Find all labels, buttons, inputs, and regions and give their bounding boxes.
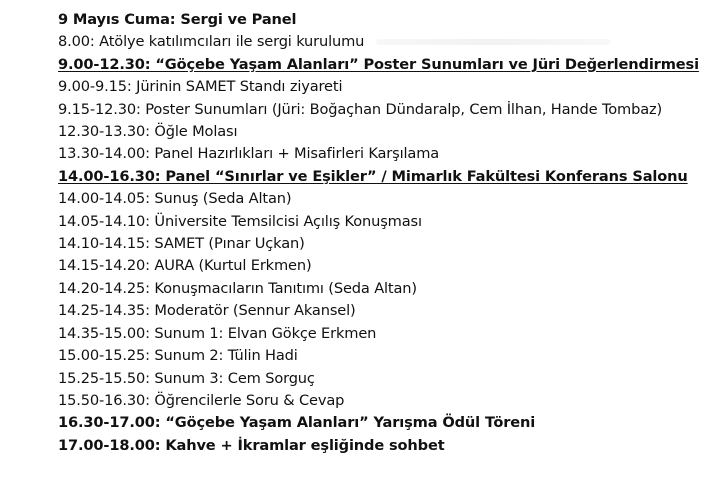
schedule-line-jury-visit: 9.00-9.15: Jürinin SAMET Standı ziyareti [58,78,343,96]
schedule-line-qa: 15.50-16.30: Öğrencilerle Soru & Cevap [58,391,345,409]
schedule-line-talk-3: 15.25-15.50: Sunum 3: Cem Sorguç [58,369,315,387]
schedule-line-talk-1: 14.35-15.00: Sunum 1: Elvan Gökçe Erkmen [58,324,377,342]
schedule-line-coffee: 17.00-18.00: Kahve + İkramlar eşliğinde sohbet [58,436,445,454]
schedule-line-setup [58,31,720,53]
schedule-line-opening-speech: 14.05-14.10: Üniversite Temsilcisi Açılış Konuşması [58,212,422,230]
schedule-line-award-ceremony: 16.30-17.00: “Göçebe Yaşam Alanları” Yarışma Ödül Töreni [58,414,536,432]
schedule-line-talk-2: 15.00-15.25: Sunum 2: Tülin Hadi [58,347,298,365]
schedule-line-poster-presentations: 9.15-12.30: Poster Sunumları (Jüri: Boğaçhan Dündaralp, Cem İlhan, Hande Tombaz) [58,100,663,118]
schedule-line-intro: 14.00-14.05: Sunuş (Seda Altan) [58,190,292,208]
schedule-line-samet: 14.10-14.15: SAMET (Pınar Uçkan) [58,235,305,253]
schedule-title: 9 Mayıs Cuma: Sergi ve Panel [58,11,297,28]
schedule-line-panel-prep: 13.30-14.00: Panel Hazırlıkları + Misafirleri Karşılama [58,145,440,163]
schedule-line-setup-text: 8.00: Atölye katılımcıları ile sergi kurulumu [58,33,365,51]
schedule-line-aura: 14.15-14.20: AURA (Kurtul Erkmen) [58,257,312,275]
schedule-line-poster-session: 9.00-12.30: “Göçebe Yaşam Alanları” Poster Sunumları ve Jüri Değerlendirmesi [58,55,699,73]
faint-scan-mark [376,39,611,45]
schedule-line-speakers-intro: 14.20-14.25: Konuşmacıların Tanıtımı (Seda Altan) [58,279,417,297]
schedule-line-lunch: 12.30-13.30: Öğle Molası [58,123,238,141]
schedule-line-panel: 14.00-16.30: Panel “Sınırlar ve Eşikler” / Mimarlık Fakültesi Konferans Salonu [58,167,688,185]
schedule-line-moderator: 14.25-14.35: Moderatör (Sennur Akansel) [58,302,356,320]
